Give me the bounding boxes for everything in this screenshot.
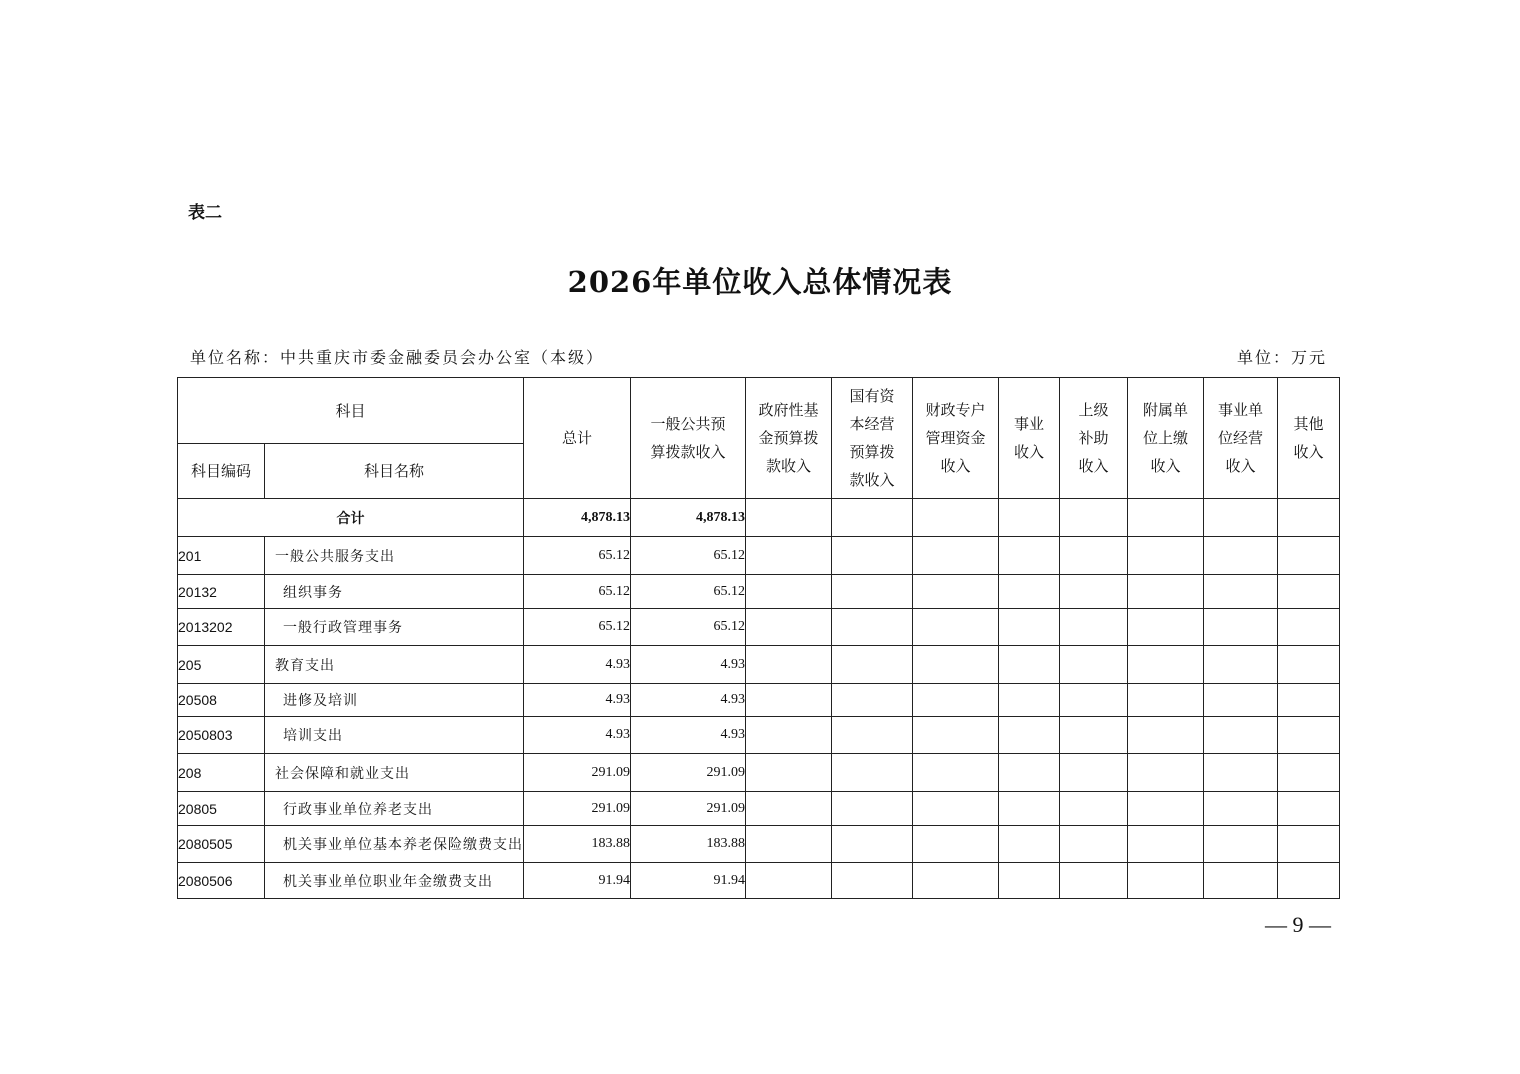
empty-cell [1128,575,1204,609]
row-general-budget: 65.12 [631,609,746,646]
empty-cell [1128,609,1204,646]
row-name: 教育支出 [265,646,524,684]
table-row [178,792,1340,826]
empty-cell [1204,717,1278,754]
row-total: 4.93 [524,684,631,717]
total-label: 合计 [178,499,524,537]
empty-cell [1060,792,1128,826]
empty-cell [746,754,832,792]
empty-cell [746,717,832,754]
row-total: 65.12 [524,609,631,646]
row-code: 2050803 [178,717,265,754]
table-row [178,717,1340,754]
header-general-budget: 一般公共预算拨款收入 [631,378,746,499]
row-general-budget: 183.88 [631,826,746,863]
empty-cell [1204,575,1278,609]
row-code: 20805 [178,792,265,826]
table-row [178,684,1340,717]
total-general-budget: 4,878.13 [631,499,746,537]
empty-cell [1278,575,1340,609]
total-value: 4,878.13 [524,499,631,537]
empty-cell [999,646,1060,684]
row-total: 91.94 [524,863,631,899]
document-title: 2026年单位收入总体情况表 [567,265,953,299]
row-general-budget: 65.12 [631,575,746,609]
row-name: 行政事业单位养老支出 [265,792,524,826]
empty-cell [1278,609,1340,646]
empty-cell [832,609,913,646]
row-total: 291.09 [524,754,631,792]
empty-cell [1060,609,1128,646]
row-total: 65.12 [524,575,631,609]
empty-cell [1278,684,1340,717]
empty-cell [832,792,913,826]
empty-cell [1278,717,1340,754]
empty-cell [1278,754,1340,792]
income-table [177,377,1340,899]
empty-cell [999,792,1060,826]
unit-measure: 单位：万元 [1236,348,1327,367]
empty-cell [1060,754,1128,792]
table-row [178,575,1340,609]
row-general-budget: 291.09 [631,792,746,826]
empty-cell [913,754,999,792]
empty-cell [1204,754,1278,792]
page-number: — 9 — [1265,912,1331,937]
row-name: 机关事业单位基本养老保险缴费支出 [265,826,524,863]
row-general-budget: 4.93 [631,684,746,717]
empty-cell [1060,717,1128,754]
row-code: 205 [178,646,265,684]
empty-cell [832,717,913,754]
row-total: 65.12 [524,537,631,575]
row-total: 4.93 [524,717,631,754]
empty-cell [746,575,832,609]
header-total: 总计 [524,378,631,499]
table-row [178,646,1340,684]
empty-cell [746,826,832,863]
row-code: 2013202 [178,609,265,646]
row-name: 机关事业单位职业年金缴费支出 [265,863,524,899]
empty-cell [1128,717,1204,754]
empty-cell [1278,646,1340,684]
empty-cell [1060,826,1128,863]
empty-cell [999,863,1060,899]
empty-cell [1060,684,1128,717]
row-general-budget: 4.93 [631,717,746,754]
empty-cell [1128,646,1204,684]
empty-cell [1128,792,1204,826]
table-row [178,609,1340,646]
empty-cell [999,754,1060,792]
empty-cell [999,684,1060,717]
empty-cell [913,684,999,717]
header-affiliated: 附属单位上缴收入 [1128,378,1204,499]
header-gov-fund: 政府性基金预算拨款收入 [746,378,832,499]
total-row [178,499,1340,537]
row-name: 一般公共服务支出 [265,537,524,575]
empty-cell [1204,792,1278,826]
row-code: 20508 [178,684,265,717]
empty-cell [746,646,832,684]
empty-cell [1060,537,1128,575]
empty-cell [1128,826,1204,863]
row-total: 291.09 [524,792,631,826]
header-fiscal-special: 财政专户管理资金收入 [913,378,999,499]
empty-cell [1204,684,1278,717]
header-business: 事业收入 [999,378,1060,499]
header-operating: 事业单位经营收入 [1204,378,1278,499]
header-state-capital: 国有资本经营预算拨款收入 [832,378,913,499]
empty-cell [999,537,1060,575]
row-total: 183.88 [524,826,631,863]
empty-cell [1128,863,1204,899]
row-total: 4.93 [524,646,631,684]
empty-cell [913,646,999,684]
row-general-budget: 65.12 [631,537,746,575]
empty-cell [913,537,999,575]
empty-cell [832,754,913,792]
empty-cell [746,609,832,646]
table-row [178,754,1340,792]
empty-cell [746,537,832,575]
empty-cell [1204,646,1278,684]
empty-cell [1278,537,1340,575]
empty-cell [1278,792,1340,826]
row-code: 2080506 [178,863,265,899]
empty-cell [1278,863,1340,899]
empty-cell [832,684,913,717]
row-general-budget: 4.93 [631,646,746,684]
row-code: 2080505 [178,826,265,863]
empty-cell [1204,863,1278,899]
header-subject: 科目 [178,378,524,444]
header-other: 其他收入 [1278,378,1340,499]
empty-cell [913,717,999,754]
row-general-budget: 91.94 [631,863,746,899]
empty-cell [913,863,999,899]
empty-cell [1128,754,1204,792]
empty-cell [1060,575,1128,609]
empty-cell [1128,684,1204,717]
header-superior-subsidy: 上级补助收入 [1060,378,1128,499]
row-name: 一般行政管理事务 [265,609,524,646]
empty-cell [1204,537,1278,575]
empty-cell [999,826,1060,863]
row-code: 201 [178,537,265,575]
empty-cell [913,792,999,826]
empty-cell [1204,609,1278,646]
header-name: 科目名称 [265,444,524,499]
empty-cell [999,609,1060,646]
empty-cell [832,575,913,609]
empty-cell [1204,826,1278,863]
table-label: 表二 [188,203,222,223]
table-row [178,826,1340,863]
empty-cell [913,609,999,646]
empty-cell [746,863,832,899]
unit-name: 单位名称：中共重庆市委金融委员会办公室（本级） [190,348,605,367]
row-name: 社会保障和就业支出 [265,754,524,792]
empty-cell [913,826,999,863]
row-name: 组织事务 [265,575,524,609]
header-code: 科目编码 [178,444,265,499]
row-code: 208 [178,754,265,792]
table-row [178,863,1340,899]
empty-cell [1060,863,1128,899]
empty-cell [832,537,913,575]
empty-cell [1128,537,1204,575]
empty-cell [746,792,832,826]
row-general-budget: 291.09 [631,754,746,792]
empty-cell [999,575,1060,609]
empty-cell [832,863,913,899]
table-row [178,537,1340,575]
empty-cell [1060,646,1128,684]
empty-cell [913,575,999,609]
empty-cell [999,717,1060,754]
empty-cell [746,684,832,717]
row-code: 20132 [178,575,265,609]
row-name: 进修及培训 [265,684,524,717]
empty-cell [832,646,913,684]
row-name: 培训支出 [265,717,524,754]
empty-cell [832,826,913,863]
empty-cell [1278,826,1340,863]
